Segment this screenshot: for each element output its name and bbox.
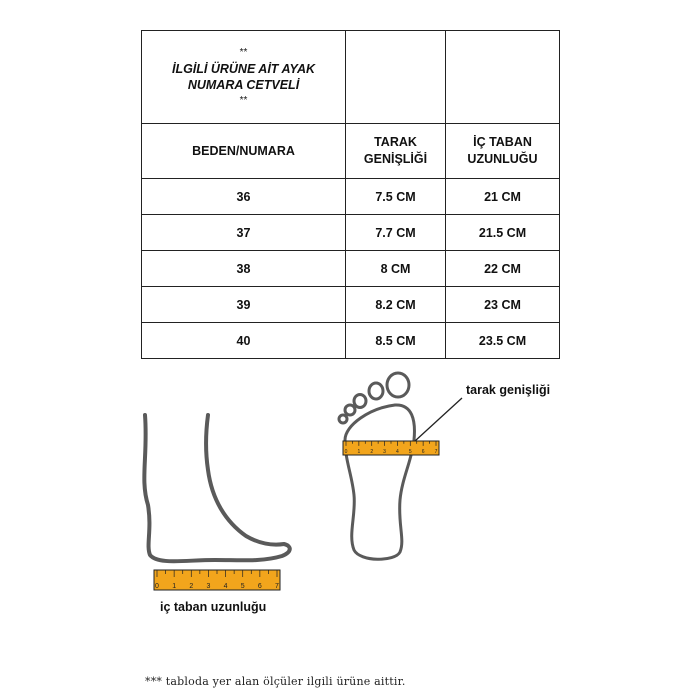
cell-length: 21.5 CM	[446, 215, 560, 251]
toe-2	[369, 383, 383, 399]
cell-width: 7.7 CM	[346, 215, 446, 251]
cell-length: 22 CM	[446, 251, 560, 287]
ruler-number: 6	[421, 449, 425, 455]
ruler-number: 4	[223, 583, 228, 590]
toe-4	[345, 405, 355, 415]
width-pointer-line	[415, 398, 462, 441]
cell-width: 8.2 CM	[346, 287, 446, 323]
ruler-number: 7	[434, 449, 438, 455]
width-ruler	[343, 441, 439, 455]
ruler-number: 5	[408, 449, 412, 455]
title-stars-bottom: **	[239, 95, 248, 106]
cell-length: 21 CM	[446, 179, 560, 215]
ruler-number: 2	[370, 449, 374, 455]
ruler-number: 2	[189, 583, 194, 590]
cell-size: 37	[142, 215, 346, 251]
cell-width: 8.5 CM	[346, 323, 446, 359]
cell-size: 40	[142, 323, 346, 359]
length-label: iç taban uzunluğu	[160, 600, 267, 614]
sole-outline	[345, 405, 414, 559]
length-ruler	[154, 570, 280, 590]
cell-size: 39	[142, 287, 346, 323]
header-length-line2: UZUNLUĞU	[467, 152, 538, 166]
ruler-number: 1	[357, 449, 361, 455]
width-label: tarak genişliği	[466, 383, 551, 397]
header-size-label: BEDEN/NUMARA	[192, 143, 295, 158]
ruler-number: 6	[257, 583, 262, 590]
ruler-number: 0	[155, 583, 159, 590]
header-width-line1: TARAK	[374, 135, 417, 149]
ruler-number: 4	[396, 449, 399, 455]
title-stars-top: **	[239, 47, 248, 58]
ruler-number: 7	[275, 583, 279, 590]
cell-size: 36	[142, 179, 346, 215]
toe-3	[354, 395, 366, 408]
footnote: *** tabloda yer alan ölçüler ilgili ürüne aittir.	[145, 675, 406, 688]
ruler-number: 5	[240, 583, 245, 590]
ruler-number: 3	[383, 449, 386, 455]
cell-width: 7.5 CM	[346, 179, 446, 215]
toe-5	[339, 415, 347, 423]
cell-length: 23 CM	[446, 287, 560, 323]
ruler-number: 3	[206, 583, 211, 590]
table-title-line2: NUMARA CETVELİ	[187, 78, 300, 92]
cell-length: 23.5 CM	[446, 323, 560, 359]
big-toe	[387, 373, 409, 397]
ruler-number: 1	[172, 583, 177, 590]
foot-side-outline	[144, 415, 289, 561]
header-length-line1: İÇ TABAN	[473, 135, 532, 149]
cell-size: 38	[142, 251, 346, 287]
cell-width: 8 CM	[346, 251, 446, 287]
table-title-line1: İLGİLİ ÜRÜNE AİT AYAK	[171, 62, 316, 76]
foot-sole-drawing	[339, 373, 414, 559]
header-width-line2: GENİŞLİĞİ	[363, 152, 428, 166]
ruler-number: 0	[344, 449, 348, 455]
